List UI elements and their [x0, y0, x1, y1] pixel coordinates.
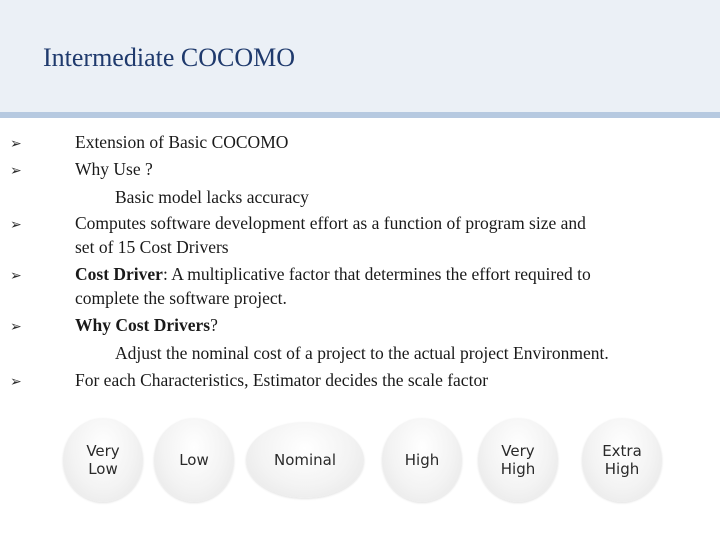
- bullet-arrow-icon: ➢: [10, 164, 22, 179]
- scale-low: Low: [154, 418, 234, 502]
- bullet-text: [75, 317, 218, 335]
- title-divider: [0, 112, 720, 118]
- scale-nominal: Nominal: [246, 422, 364, 498]
- bullet-subtext: Adjust the nominal cost of a project to the actual project Environment.: [115, 343, 609, 363]
- term-why-cost-drivers: Why Cost Drivers: [75, 315, 211, 335]
- scale-high: High: [382, 418, 462, 502]
- bullet-text: For each Characteristics, Estimator decides the scale factor: [75, 370, 489, 390]
- bullet-arrow-icon: ➢: [10, 269, 22, 284]
- bullet-text-continued: complete the software project.: [75, 288, 287, 308]
- bullet-subtext: Basic model lacks accuracy: [115, 187, 309, 207]
- question-mark: ?: [210, 315, 218, 335]
- bullet-text: Computes software development effort as a function of program size and: [75, 213, 586, 233]
- definition-text: : A multiplicative factor that determines the effort required to: [162, 264, 591, 284]
- bullet-arrow-icon: ➢: [10, 137, 22, 152]
- bullet-arrow-icon: ➢: [10, 320, 22, 335]
- slide-title: Intermediate COCOMO: [43, 43, 296, 72]
- bullet-text: [75, 266, 591, 284]
- scale-very-low: Very Low: [63, 418, 143, 502]
- scale-very-high: Very High: [478, 418, 558, 502]
- bullet-arrow-icon: ➢: [10, 218, 22, 233]
- bullet-text: Why Use ?: [75, 159, 153, 179]
- bullet-text: Extension of Basic COCOMO: [75, 132, 289, 152]
- bullet-arrow-icon: ➢: [10, 375, 22, 390]
- scale-extra-high: Extra High: [582, 418, 662, 502]
- term-cost-driver: Cost Driver: [75, 264, 163, 284]
- bullet-text-continued: set of 15 Cost Drivers: [75, 237, 229, 257]
